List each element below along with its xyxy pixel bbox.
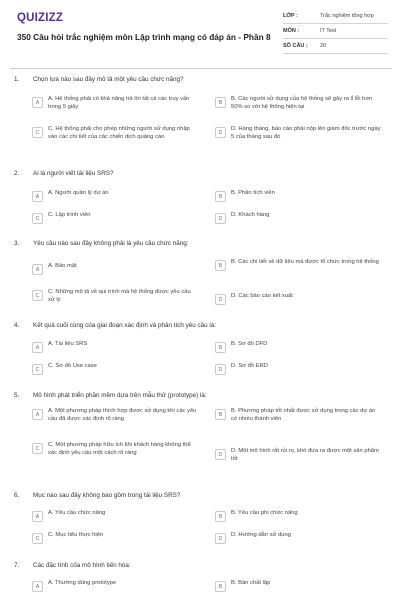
option-text: D. Các báo cáo kết xuất — [231, 293, 293, 299]
option-text: A. Một phương pháp thích hợp được sử dụng khi các yêu cầu đã được xác định rõ ràng — [48, 408, 197, 422]
option-d[interactable] — [215, 126, 381, 141]
option-text: D. Sơ đồ ERD — [231, 363, 268, 369]
option-text: D. Một mô hình rất rủi ro, khó đưa ra được một sản phẩm tốt — [231, 448, 379, 462]
option-text: B. Sơ đồ DFD — [231, 341, 268, 347]
option-b[interactable] — [215, 341, 381, 353]
option-letter-badge: A — [32, 264, 43, 275]
meta-key: SỐ CÂU : — [283, 43, 308, 49]
question-text: Chọn lựa nào sau đây mô tả một yêu cầu chức năng? — [33, 76, 184, 83]
option-d[interactable] — [215, 448, 381, 463]
option-b[interactable] — [215, 190, 381, 202]
option-c[interactable] — [32, 289, 198, 304]
meta-row-question-count — [283, 39, 388, 54]
option-c[interactable] — [32, 126, 198, 141]
question-number: 2. — [14, 170, 20, 177]
option-b[interactable] — [215, 408, 381, 423]
option-letter-badge: B — [215, 97, 226, 108]
header-divider — [10, 68, 392, 69]
option-letter-badge: D — [215, 213, 226, 224]
option-letter-badge: C — [32, 213, 43, 224]
option-letter-badge: A — [32, 409, 43, 420]
option-letter-badge: C — [32, 443, 43, 454]
option-a[interactable] — [32, 263, 198, 275]
option-a[interactable] — [32, 580, 198, 592]
meta-row-class — [283, 9, 388, 24]
option-letter-badge: C — [32, 127, 43, 138]
option-text: D. Hàng tháng, báo cáo phải nộp lên giám đốc trước ngày 5 của tháng sau đó — [231, 126, 381, 140]
option-c[interactable] — [32, 212, 198, 224]
meta-key: MÔN : — [283, 28, 300, 34]
question-number: 4. — [14, 322, 20, 329]
option-letter-badge: B — [215, 409, 226, 420]
document-header — [0, 0, 400, 62]
meta-value: Trắc nghiệm tổng hợp — [320, 13, 374, 19]
option-b[interactable] — [215, 96, 381, 111]
option-b[interactable] — [215, 259, 381, 271]
question-number: 3. — [14, 240, 20, 247]
option-text: C. Những mô tả về qui trình mà hệ thống được yêu cầu xử lý — [48, 289, 191, 303]
option-text: C. Mục tiêu thực hiện — [48, 532, 104, 538]
option-a[interactable] — [32, 510, 198, 522]
option-a[interactable] — [32, 96, 198, 111]
option-letter-badge: B — [215, 342, 226, 353]
option-text: B. Phân tích viên — [231, 190, 275, 196]
option-text: D. Hướng dẫn sử dụng — [231, 532, 291, 538]
option-text: C. Sơ đồ Use case — [48, 363, 97, 369]
question-text: Mô hình phát triển phần mềm dựa trên mẫu thử (prototype) là: — [33, 392, 207, 399]
option-d[interactable] — [215, 532, 381, 544]
option-letter-badge: A — [32, 191, 43, 202]
option-letter-badge: B — [215, 191, 226, 202]
question-text: Kết quả cuối cùng của giai đoạn xác định và phân tích yêu cầu là: — [33, 322, 217, 329]
question-number: 1. — [14, 76, 20, 83]
option-text: C. Lập trình viên — [48, 212, 91, 218]
meta-table — [283, 9, 388, 54]
option-letter-badge: A — [32, 97, 43, 108]
option-letter-badge: D — [215, 364, 226, 375]
option-letter-badge: B — [215, 260, 226, 271]
option-letter-badge: D — [215, 533, 226, 544]
option-text: A. Yêu cầu chức năng — [48, 510, 106, 516]
option-c[interactable] — [32, 363, 198, 375]
option-a[interactable] — [32, 341, 198, 353]
meta-value: IT Test — [320, 28, 337, 34]
option-text: B. Các người sử dụng của hệ thống sẽ gây ra lỉ lỗi hơn 50% so với hệ thống hiện tại — [231, 96, 373, 110]
question-text: Mục nào sau đây không bao gồm trong tài liệu SRS? — [33, 492, 181, 499]
option-text: B. Bản chất lặp — [231, 580, 271, 586]
option-letter-badge: C — [32, 533, 43, 544]
option-letter-badge: A — [32, 342, 43, 353]
meta-row-subject — [283, 24, 388, 39]
option-a[interactable] — [32, 408, 198, 423]
question-number: 6. — [14, 492, 20, 499]
option-c[interactable] — [32, 442, 198, 457]
question-text: Yêu cầu nào sau đây không phải là yêu cầu chức năng: — [33, 240, 189, 247]
option-letter-badge: D — [215, 294, 226, 305]
option-letter-badge: A — [32, 511, 43, 522]
option-text: C. Hệ thống phải cho phép những người sử dụng nhập vào các chi tiết của các chiến dịch quảng cáo — [48, 126, 190, 140]
question-number: 7. — [14, 562, 20, 569]
option-text: A. Hệ thống phải có khả năng trả lời tất cả các truy vấn trong 5 giây — [48, 96, 190, 110]
document-title: 350 Câu hỏi trắc nghiệm môn Lập trình mạng có đáp án - Phần 8 — [17, 32, 271, 42]
option-text: A. Bảo mật — [48, 263, 77, 269]
question-text: Ai là người viết tài liệu SRS? — [33, 170, 114, 177]
meta-value: 20 — [320, 43, 327, 49]
question-number: 5. — [14, 392, 20, 399]
option-text: D. Khách hàng — [231, 212, 270, 218]
option-text: A. Tài liệu SRS — [48, 341, 88, 347]
option-letter-badge: C — [32, 364, 43, 375]
option-d[interactable] — [215, 212, 381, 224]
option-text: B. Yêu cầu phi chức năng — [231, 510, 298, 516]
option-text: B. Các chi tiết về dữ liệu mà được tổ chức trong hệ thống — [231, 259, 379, 265]
option-text: A. Người quản lý dự án — [48, 190, 109, 196]
option-b[interactable] — [215, 510, 381, 522]
option-d[interactable] — [215, 293, 381, 305]
option-letter-badge: C — [32, 290, 43, 301]
question-text: Các đặc tính của mô hình tiến hóa: — [33, 562, 131, 569]
option-text: C. Một phương pháp hữu ích khi khách hàng không thể xác định yêu cầu một cách rõ ràng — [48, 442, 191, 456]
option-d[interactable] — [215, 363, 381, 375]
option-letter-badge: A — [32, 581, 43, 592]
option-letter-badge: D — [215, 449, 226, 460]
option-letter-badge: D — [215, 127, 226, 138]
option-a[interactable] — [32, 190, 198, 202]
option-letter-badge: B — [215, 581, 226, 592]
quizizz-logo: QUIZIZZ — [17, 12, 64, 24]
option-letter-badge: B — [215, 511, 226, 522]
option-b[interactable] — [215, 580, 381, 592]
meta-key: LỚP : — [283, 13, 298, 19]
option-text: A. Thường dùng prototype — [48, 580, 117, 586]
option-c[interactable] — [32, 532, 198, 544]
option-text: B. Phương pháp tốt nhất được sử dụng trong các dự án có nhiều thành viên — [231, 408, 376, 422]
